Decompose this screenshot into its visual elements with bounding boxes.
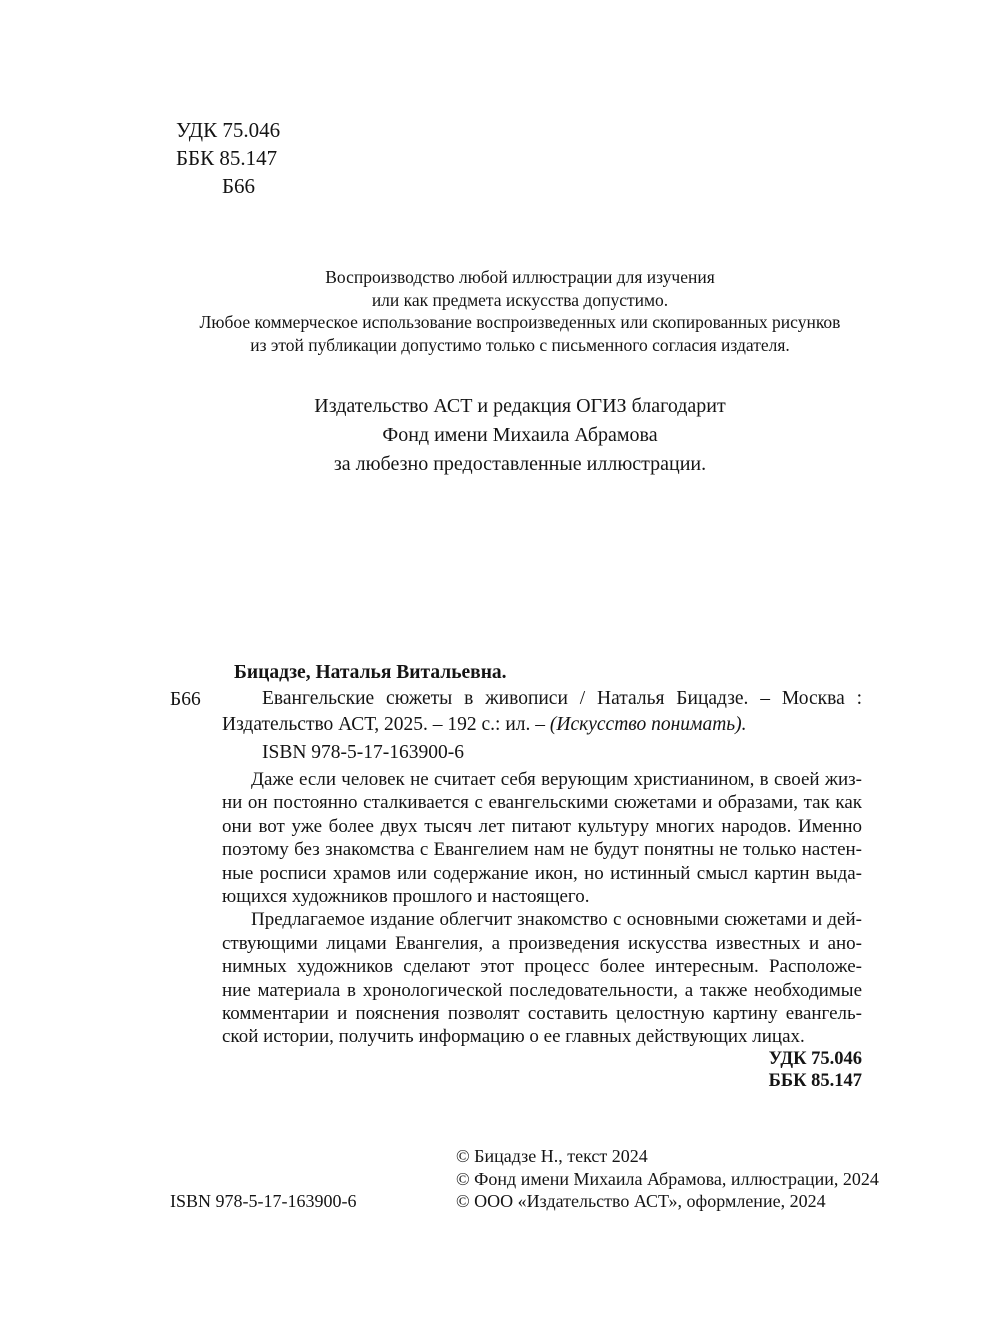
annotation-line: поэтому без знакомства с Евангелием нам не будут понятны не только настен-: [222, 839, 862, 861]
acknowledgement: [155, 392, 885, 479]
notice-line: из этой публикации допустимо только с письменного согласия издателя.: [250, 334, 790, 355]
annotation-line: ние материала в хронологической последовательности, а также необходимые: [222, 979, 862, 1001]
series-title: (Искусство понимать).: [549, 714, 747, 735]
annotation-line: Даже если человек не считает себя верующим христианином, в своей жиз-: [251, 769, 862, 790]
card-author-line: Бицадзе, Наталья Витальевна.: [234, 662, 507, 683]
card-title-line: Евангельские сюжеты в живописи / Наталья Бицадзе. – Москва :: [262, 688, 862, 709]
card-imprint-line: [222, 712, 862, 738]
bbk-code: ББК 85.147: [176, 146, 278, 170]
footer-isbn: ISBN 978-5-17-163900-6: [170, 1191, 357, 1211]
acknowledgement-line: за любезно предоставленные иллюстрации.: [333, 453, 707, 475]
annotation-line: ской истории, получить информацию о ее главных действующих лицах.: [222, 1026, 805, 1048]
notice-line: Любое коммерческое использование воспроизведенных или скопированных рисунков: [199, 312, 841, 332]
annotation-line: ные росписи храмов или содержание икон, но истинный смысл картин выда-: [222, 862, 862, 884]
annotation-text: [222, 768, 862, 1049]
classification-codes-top: [176, 116, 280, 200]
annotation-line: они вот уже более двух тысяч лет питают культуру многих народов. Именно: [222, 815, 862, 837]
reproduction-notice: [155, 266, 885, 356]
udk-code-bold: УДК 75.046: [768, 1049, 862, 1069]
notice-line: Воспроизводство любой иллюстрации для изучения: [325, 267, 715, 287]
udk-code: УДК 75.046: [176, 118, 281, 142]
card-isbn: ISBN 978-5-17-163900-6: [262, 742, 465, 763]
copyright-block: [456, 1145, 879, 1213]
bbk-code-bold: ББК 85.147: [768, 1070, 862, 1091]
acknowledgement-line: Фонд имени Михаила Абрамова: [382, 424, 658, 446]
catalog-card: [222, 660, 862, 766]
copyright-line: © Бицадзе Н., текст 2024: [456, 1146, 648, 1166]
annotation-line: ствующими лицами Евангелия, а произведения искусства известных и ано-: [222, 932, 862, 954]
notice-line: или как предмета искусства допустимо.: [371, 289, 669, 310]
annotation-line: ни он постоянно сталкивается с евангельскими сюжетами и образами, так как: [222, 792, 862, 814]
copyright-line: © Фонд имени Михаила Абрамова, иллюстрации, 2024: [456, 1168, 879, 1189]
imprint-roman-text: Издательство АСТ, 2025. – 192 с.: ил. –: [222, 714, 550, 735]
annotation-line: ющихся художников прошлого и настоящего.: [222, 886, 590, 908]
copyright-line: © ООО «Издательство АСТ», оформление, 2024: [456, 1191, 826, 1212]
annotation-line: нимных художников сделают этот процесс более интересным. Расположе-: [222, 956, 862, 978]
author-sign-code: Б66: [222, 174, 256, 198]
classification-codes-bottom: [769, 1049, 862, 1092]
acknowledgement-line: Издательство АСТ и редакция ОГИЗ благодарит: [314, 395, 726, 417]
annotation-line: комментарии и пояснения позволят составить целостную картину евангель-: [222, 1003, 862, 1025]
catalog-margin-code: Б66: [170, 689, 201, 710]
annotation-line: Предлагаемое издание облегчит знакомство с основными сюжетами и дей-: [251, 909, 862, 931]
